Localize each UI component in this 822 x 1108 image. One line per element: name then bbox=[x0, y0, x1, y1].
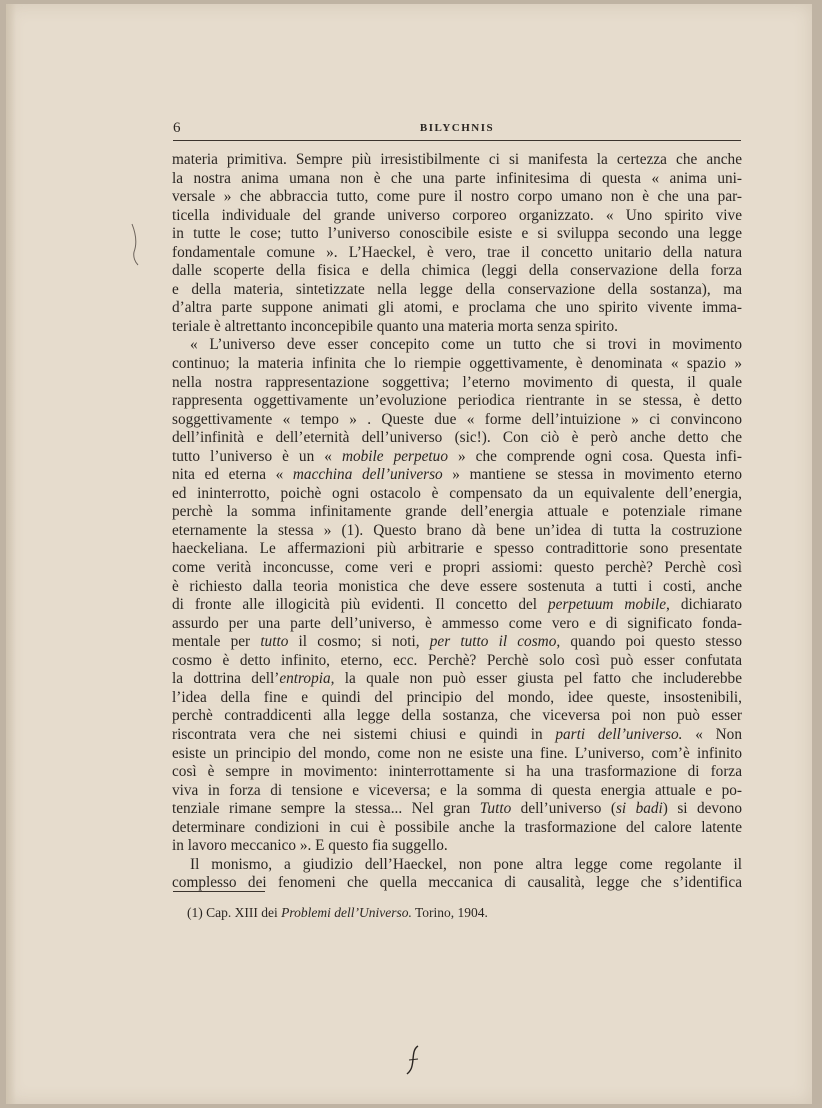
text-line bbox=[172, 707, 742, 726]
text-segment: in tutte le cose; tutto l’universo conoscibile esiste e si sviluppa secondo una legge bbox=[172, 225, 742, 243]
pencil-margin-mark bbox=[130, 222, 140, 266]
text-line bbox=[172, 782, 742, 801]
text-line bbox=[172, 188, 742, 207]
text-line bbox=[172, 374, 742, 393]
book-page bbox=[6, 4, 812, 1104]
text-segment: materia primitiva. Sempre più irresistibilmente ci si manifesta la certezza che anche bbox=[172, 151, 742, 168]
italic-text: tutto bbox=[260, 633, 289, 651]
text-segment: di fronte alle illogicità più evidenti. Il concetto del bbox=[172, 596, 549, 614]
text-segment: Il monismo, a giudizio dell’Haeckel, non pone altra legge come regolante il bbox=[190, 855, 742, 873]
text-segment: quando poi questo stesso bbox=[560, 633, 742, 651]
italic-text: macchina dell’universo bbox=[292, 466, 443, 484]
text-line bbox=[172, 281, 742, 300]
footnote-book-title: Problemi dell’Universo. bbox=[281, 905, 412, 920]
text-segment: « L’universo deve esser concepito come un tutto che si trovi in movimento bbox=[190, 336, 742, 354]
text-line bbox=[172, 411, 742, 430]
text-line bbox=[172, 299, 742, 318]
text-segment: esiste un principio del mondo, come non ne esiste una fine. L’universo, com’è infinito bbox=[172, 744, 742, 762]
text-line bbox=[172, 151, 742, 170]
text-segment: perchè contraddicenti alla legge della sostanza, che viceversa poi non può esser bbox=[172, 707, 742, 725]
text-line bbox=[172, 596, 742, 615]
italic-text: Tutto bbox=[479, 800, 512, 818]
footnote bbox=[187, 905, 488, 921]
text-segment: ed ininterrotto, poichè ogni ostacolo è compensato da un equivalente dell’energia, bbox=[172, 484, 742, 502]
italic-text: parti dell’universo. bbox=[555, 725, 683, 743]
text-segment: tutto l’universo è un « bbox=[172, 447, 342, 465]
text-segment: haeckeliana. Le affermazioni più arbitrarie e spesso contradittorie sono presentate bbox=[172, 540, 742, 558]
text-segment: dalle scoperte della fisica e della chimica (leggi della conservazione della forza bbox=[172, 262, 742, 280]
text-line bbox=[172, 633, 742, 652]
text-line bbox=[172, 745, 742, 764]
text-segment: la nostra anima umana non è che una parte infinitesima di questa « anima uni- bbox=[172, 169, 742, 187]
text-segment: continuo; la materia infinita che lo riempie oggettivamente, è denominata « spazio » bbox=[172, 355, 742, 373]
italic-text: mobile perpetuo bbox=[341, 447, 448, 465]
footnote-rule bbox=[173, 891, 265, 892]
italic-text: entropia, bbox=[279, 670, 335, 688]
text-line bbox=[172, 800, 742, 819]
text-line bbox=[172, 856, 742, 875]
text-segment: riscontrata vera che nei sistemi chiusi e quindi in bbox=[172, 725, 556, 743]
italic-text: perpetuum mobile, bbox=[548, 596, 670, 614]
text-segment: ticella individuale del grande universo corporeo organizzato. « Uno spirito vive bbox=[172, 206, 742, 224]
text-segment: la quale non può esser giusta pel fatto che includerebbe bbox=[334, 670, 742, 688]
text-segment: determinare condizioni in cui è possibile anche la trasformazione del calore latente bbox=[172, 818, 742, 836]
text-line bbox=[172, 670, 742, 689]
italic-text: per tutto il cosmo, bbox=[429, 633, 561, 651]
text-segment: teriale è altrettanto inconcepibile quanto una materia morta senza spirito. bbox=[172, 317, 618, 335]
text-line bbox=[172, 262, 742, 281]
text-line bbox=[172, 763, 742, 782]
text-segment: ) si devono bbox=[662, 800, 742, 818]
body-text bbox=[172, 151, 742, 893]
text-segment: è richiesto dalla teoria monistica che deve essere sostenuta a tutti i costi, anche bbox=[172, 577, 742, 595]
footnote-marker: (1) bbox=[187, 905, 203, 920]
text-segment: rappresenta oggettivamente un’evoluzione periodica rientrante in se stessa, è detto bbox=[172, 392, 742, 410]
text-line bbox=[172, 244, 742, 263]
text-line bbox=[172, 578, 742, 597]
text-line bbox=[172, 726, 742, 745]
page-number: 6 bbox=[173, 120, 181, 136]
text-line bbox=[172, 522, 742, 541]
text-line bbox=[172, 837, 742, 856]
text-line bbox=[172, 336, 742, 355]
text-line bbox=[172, 615, 742, 634]
italic-text: si badi bbox=[615, 800, 663, 818]
text-segment: perchè la somma infinitamente grande dell’energia attuale e potenziale rimane bbox=[172, 503, 742, 521]
text-line bbox=[172, 503, 742, 522]
text-line bbox=[172, 207, 742, 226]
text-segment: viva in forza di tensione e viceversa; e la somma di questa energia attuale e po- bbox=[172, 781, 742, 799]
text-line bbox=[172, 170, 742, 189]
text-segment: » mantiene se stessa in movimento eterno bbox=[442, 466, 742, 484]
text-segment: fondamentale comune ». L’Haeckel, è vero, trae il concetto unitario della natura bbox=[172, 243, 742, 261]
text-line bbox=[172, 318, 742, 337]
text-segment: dichiarato bbox=[669, 596, 742, 614]
text-segment: come verità inconcusse, come veri e propri assiomi: questo perchè? Perchè così bbox=[172, 559, 742, 577]
text-line bbox=[172, 689, 742, 708]
text-line bbox=[172, 225, 742, 244]
journal-title: BILYCHNIS bbox=[419, 122, 495, 134]
text-segment: mentale per bbox=[172, 633, 261, 651]
text-line bbox=[172, 429, 742, 448]
text-segment: l’idea della fine e quindi del principio del mondo, idee queste, insostenibili, bbox=[172, 688, 742, 706]
text-line bbox=[172, 540, 742, 559]
text-segment: dell’universo ( bbox=[511, 800, 616, 818]
text-line bbox=[172, 819, 742, 838]
text-segment: dell’infinità e dell’eternità dell’universo (sic!). Con ciò è però anche detto che bbox=[172, 429, 742, 447]
text-segment: eternamente la stessa » (1). Questo brano dà bene un’idea di tutta la costruzione bbox=[172, 521, 742, 539]
text-segment: cosmo è detto infinito, eterno, ecc. Perchè? Perchè solo così può esser confutata bbox=[172, 651, 742, 669]
text-line bbox=[172, 652, 742, 671]
footnote-text-before: Cap. XIII dei bbox=[202, 905, 282, 920]
text-segment: soggettivamente « tempo » . Queste due « forme dell’intuizione » ci convincono bbox=[172, 410, 742, 428]
text-segment: assurdo per una parte dell’universo, è ammesso come vero e di significato fonda- bbox=[172, 614, 742, 632]
text-segment: nita ed eterna « bbox=[172, 466, 293, 484]
text-segment: « Non bbox=[682, 725, 742, 743]
text-line bbox=[172, 355, 742, 374]
text-line bbox=[172, 392, 742, 411]
text-segment: d’altra parte suppone animati gli atomi, e proclama che uno spirito vivente imma- bbox=[172, 299, 742, 317]
text-segment: nella nostra rappresentazione soggettiva; l’eterno movimento di questa, il quale bbox=[172, 373, 742, 391]
text-segment: complesso dei fenomeni che quella meccanica di causalità, legge che s’identifica bbox=[172, 874, 742, 892]
footnote-text-after: Torino, 1904. bbox=[411, 905, 488, 920]
ink-squiggle-mark bbox=[404, 1044, 424, 1076]
text-segment: » che comprende ogni cosa. Questa infi- bbox=[447, 447, 742, 465]
text-segment: la dottrina dell’ bbox=[172, 670, 280, 688]
text-segment: il cosmo; si noti, bbox=[288, 633, 430, 651]
text-segment: così è sempre in movimento: ininterrottamente si ha una trasformazione di forza bbox=[172, 763, 742, 781]
running-head bbox=[173, 120, 741, 141]
text-line bbox=[172, 466, 742, 485]
text-line bbox=[172, 448, 742, 467]
text-segment: in lavoro meccanico ». E questo fia suggello. bbox=[172, 837, 448, 855]
text-segment: e della materia, sintetizzate nella legge della conservazione della sostanza), ma bbox=[172, 280, 742, 298]
text-line bbox=[172, 559, 742, 578]
text-segment: versale » che abbraccia tutto, come pure il nostro corpo umano non è che una par- bbox=[172, 188, 742, 206]
text-line bbox=[172, 485, 742, 504]
text-segment: tenziale rimane sempre la stessa... Nel gran bbox=[172, 800, 480, 818]
